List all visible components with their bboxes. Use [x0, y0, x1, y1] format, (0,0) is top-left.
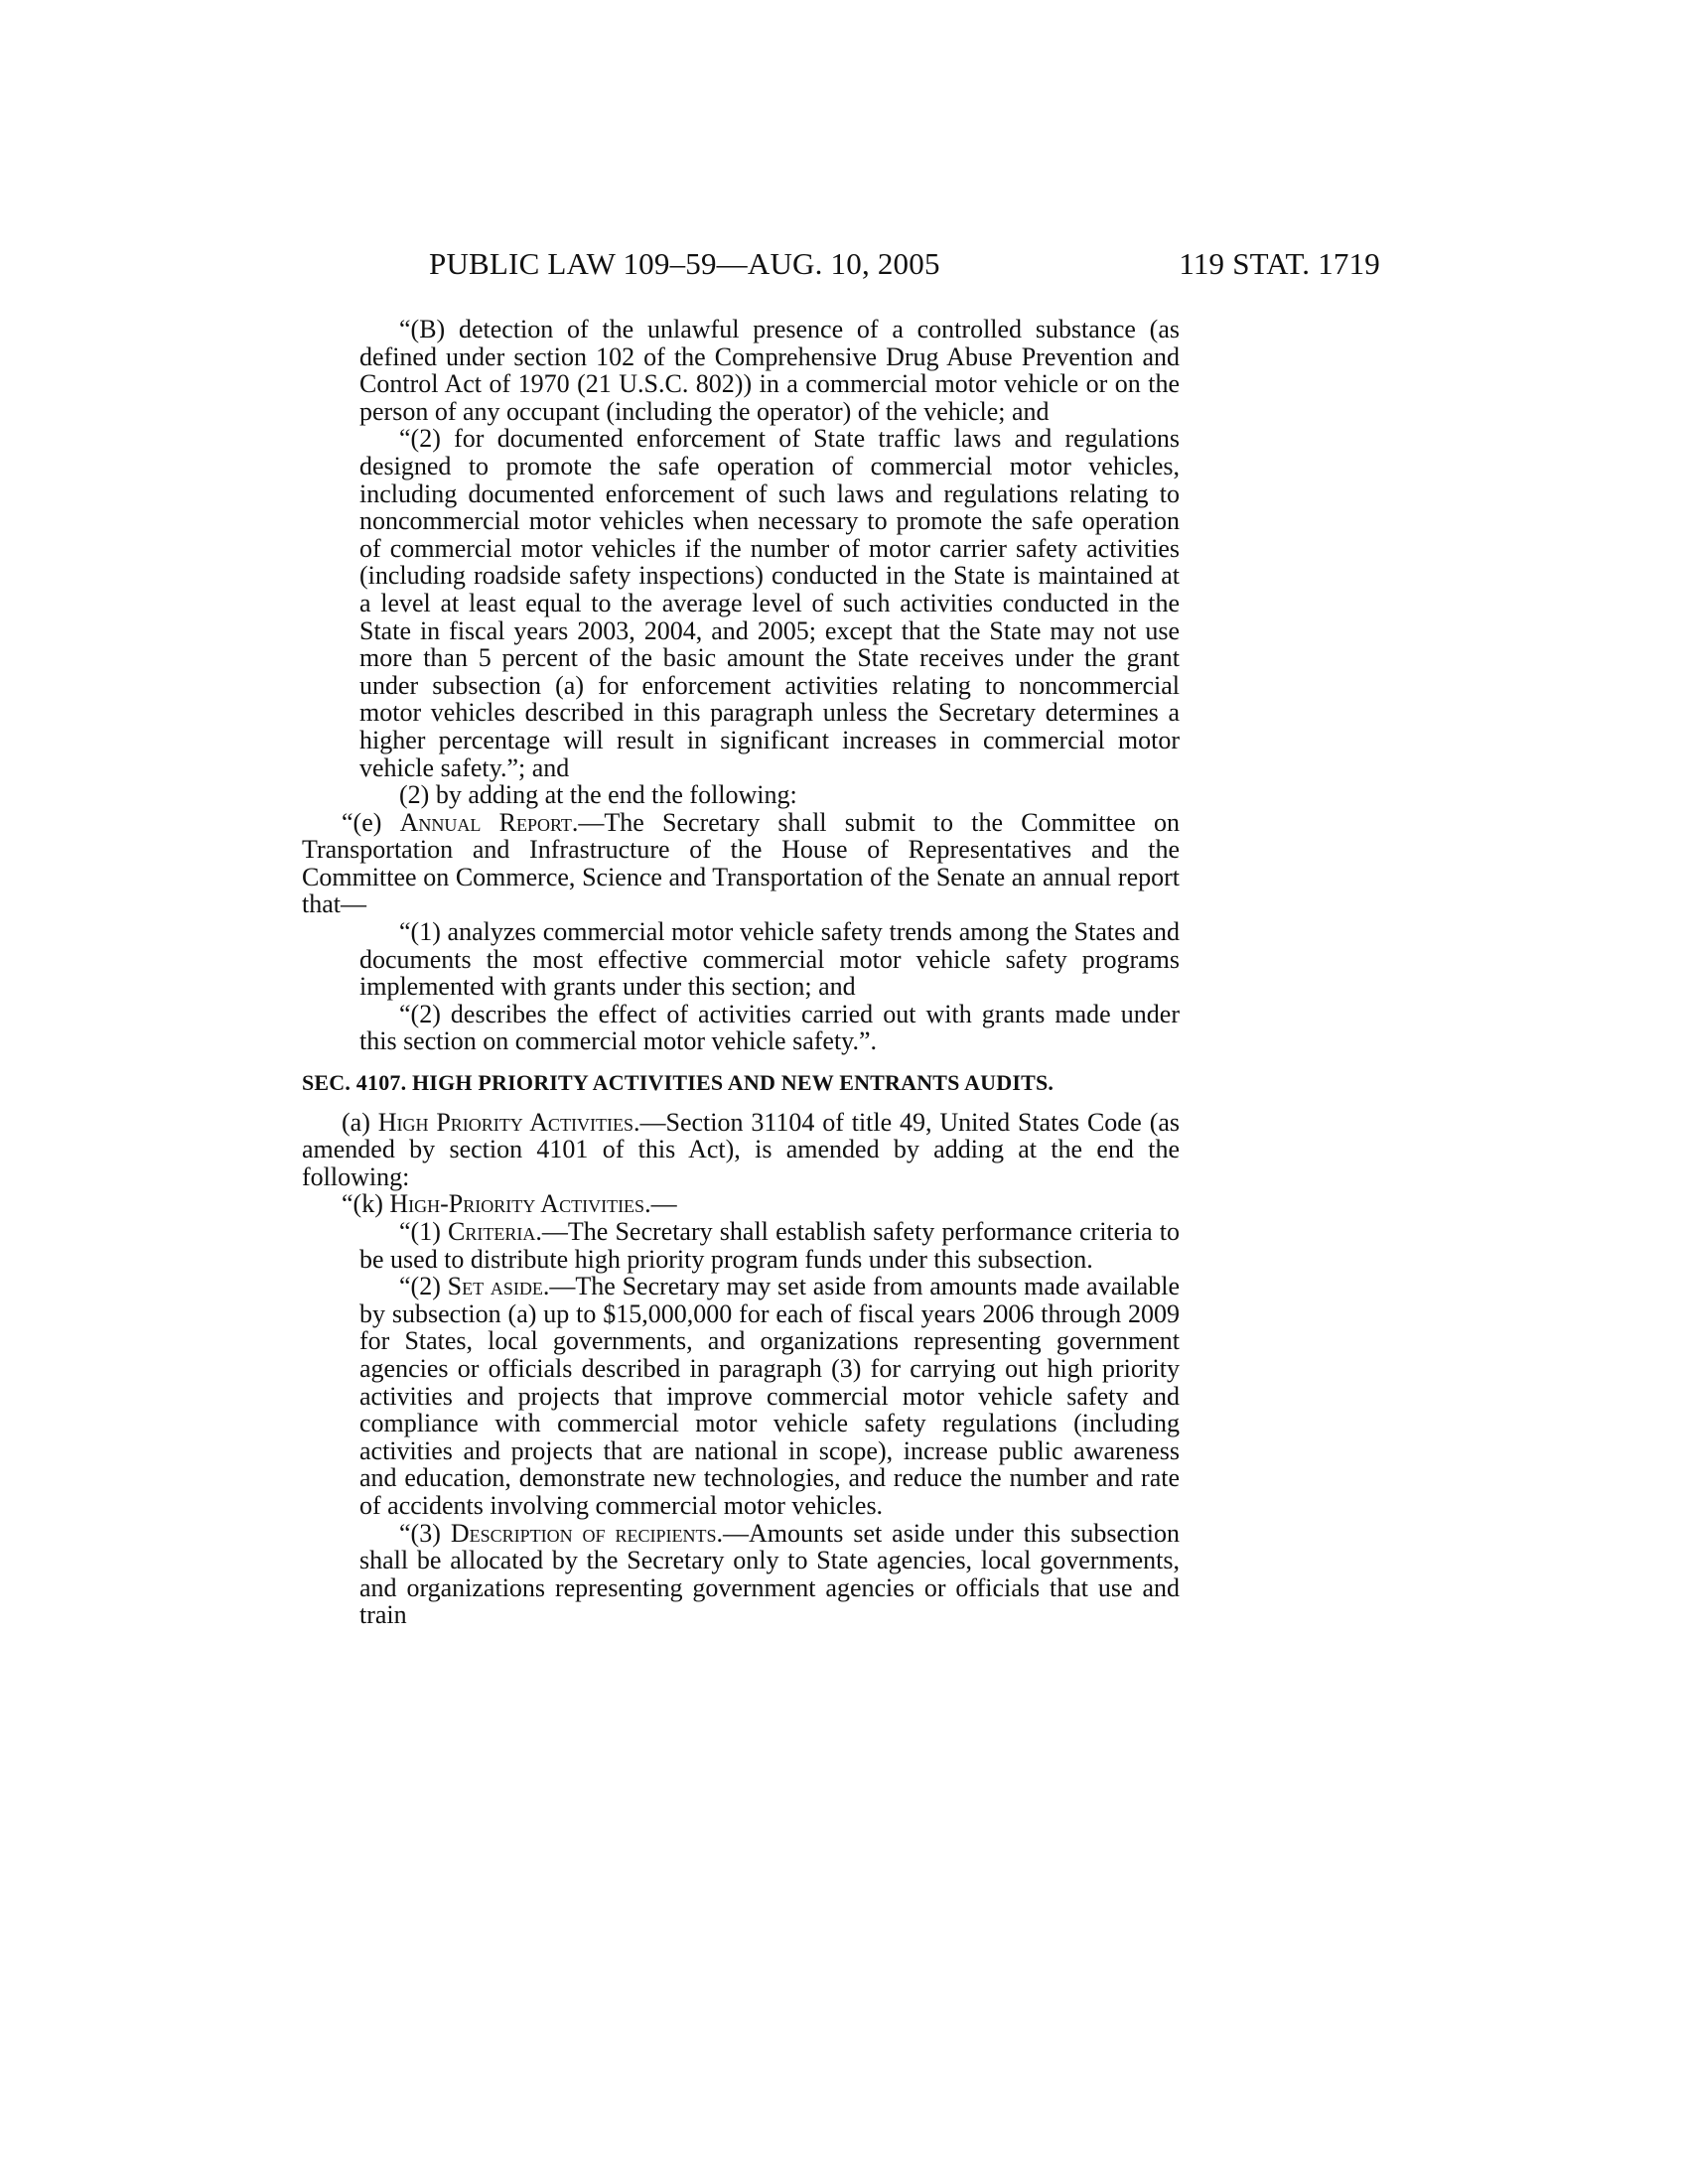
header-title: PUBLIC LAW 109–59—AUG. 10, 2005	[429, 246, 940, 281]
subsection-k-2-prefix: “(2)	[399, 1272, 448, 1301]
subsection-k-1-prefix: “(1)	[399, 1217, 449, 1246]
subsection-e	[302, 809, 1180, 918]
subsection-a-heading: High Priority Activities	[377, 1107, 633, 1137]
subsection-k-prefix: “(k)	[342, 1189, 390, 1219]
subsection-e-prefix: “(e)	[342, 807, 400, 837]
body-text	[302, 316, 1180, 1629]
subsection-e-2: “(2) describes the effect of activities carried out with grants made under this section on commercial motor vehicle safety.”.	[359, 999, 1180, 1056]
paragraph-b: “(B) detection of the unlawful presence of a controlled substance (as defined under section 102 of the Comprehensive Drug Abuse Prevention and Control Act of 1970 (21 U.S.C. 802)) in a commercial motor vehicle or on the person of any occupant (including the operator) of the vehicle; and	[359, 315, 1180, 426]
subsection-k-heading: High-Priority Activities	[389, 1189, 645, 1219]
running-header	[429, 246, 1380, 286]
subsection-k-2-heading: Set aside	[447, 1272, 543, 1301]
subsection-e-text: .—The Secretary shall submit to the Committee on Transportation and Infrastructure of the House of Representatives and the Committee on Commerce, Science and Transportation of the Senate an annual report that—	[302, 807, 1180, 919]
subsection-k-text: .—	[644, 1189, 677, 1219]
subsection-k-3-text: .—Amounts set aside under this subsection shall be allocated by the Secretary only to State agencies, local governments, and organizations representing government agencies or officials that use and train	[359, 1518, 1180, 1630]
subsection-k-1-text: .—The Secretary shall establish safety performance criteria to be used to distribute high priority program funds under this subsection.	[359, 1217, 1180, 1274]
subsection-k-2	[302, 1273, 1180, 1519]
subsection-k	[302, 1190, 1180, 1218]
subsection-k-1-heading: Criteria	[448, 1217, 536, 1246]
subsection-a-text: .—Section 31104 of title 49, United States Code (as amended by section 4101 of this Act), is amended by adding at the end the following:	[302, 1107, 1181, 1191]
paragraph-adding: (2) by adding at the end the following:	[399, 780, 797, 810]
subsection-k-3-heading: Description of recipients	[450, 1518, 717, 1548]
subsection-k-3-prefix: “(3)	[399, 1518, 451, 1548]
subsection-a-prefix: (a)	[342, 1107, 378, 1137]
subsection-e-heading: Annual Report	[399, 807, 572, 837]
subsection-e-1: “(1) analyzes commercial motor vehicle safety trends among the States and documents the most effective commercial motor vehicle safety programs implemented with grants under this section; and	[359, 917, 1180, 1002]
statute-citation: 119 STAT. 1719	[1179, 246, 1380, 281]
subsection-k-2-text: .—The Secretary may set aside from amounts made available by subsection (a) up to $15,000,000 for each of fiscal years 2006 through 2009 for States, local governments, and organizations representing government agencies or officials described in paragraph (3) for carrying out high priority activities and projects that improve commercial motor vehicle safety and compliance with commercial motor vehicle safety regulations (including activities and projects that are national in scope), increase public awareness and education, demonstrate new technologies, and reduce the number and rate of accidents involving commercial motor vehicles.	[359, 1272, 1181, 1520]
paragraph-2: “(2) for documented enforcement of State traffic laws and regulations designed to promote the safe operation of commercial motor vehicles, including documented enforcement of such laws and regulations relating to noncommercial motor vehicles when necessary to promote the safe operation of commercial motor vehicles if the number of motor carrier safety activities (including roadside safety inspections) conducted in the State is maintained at a level at least equal to the average level of such activities conducted in the State in fiscal years 2003, 2004, and 2005; except that the State may not use more than 5 percent of the basic amount the State receives under the grant under subsection (a) for enforcement activities relating to noncommercial motor vehicles described in this paragraph unless the Secretary determines a higher percentage will result in significant increases in commercial motor vehicle safety.”; and	[359, 424, 1180, 782]
subsection-a	[302, 1109, 1180, 1191]
subsection-k-1	[302, 1218, 1180, 1273]
subsection-k-3	[302, 1520, 1180, 1629]
section-heading: SEC. 4107. HIGH PRIORITY ACTIVITIES AND NEW ENTRANTS AUDITS.	[302, 1070, 1055, 1096]
